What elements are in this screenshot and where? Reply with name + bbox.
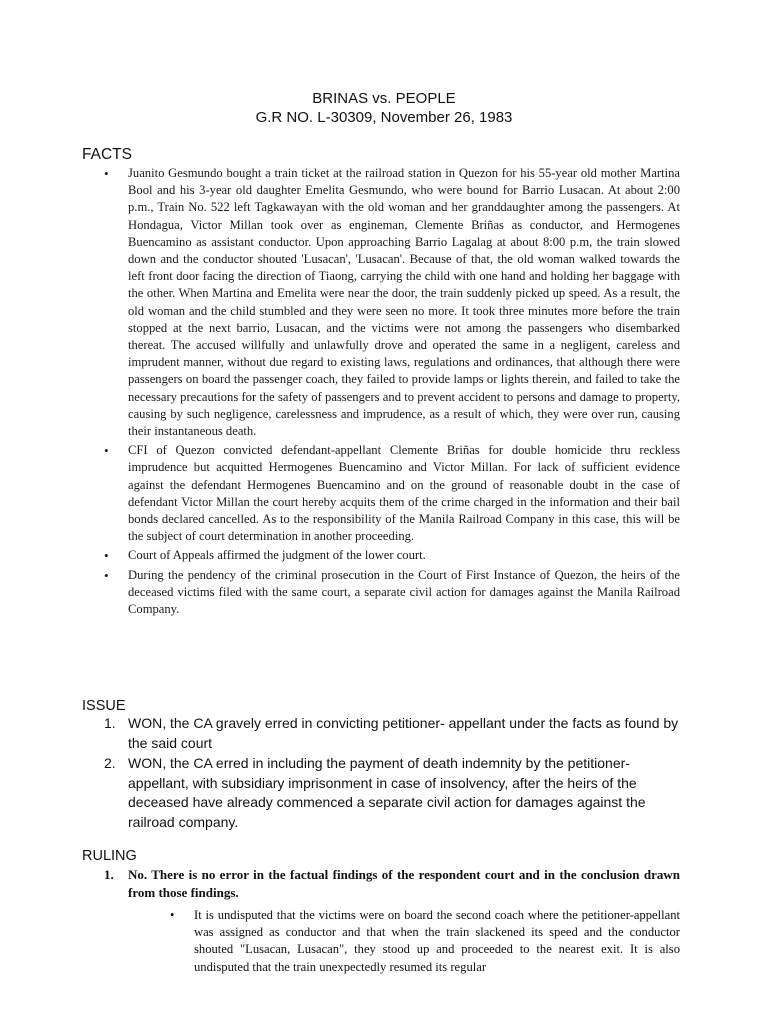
case-title: BRINAS vs. PEOPLE (312, 90, 456, 107)
ruling-section (104, 866, 680, 976)
facts-heading: FACTS (82, 146, 132, 163)
issue-item (104, 714, 688, 753)
ruling-number: 1. (104, 867, 114, 882)
issue-item (104, 754, 688, 832)
facts-item: • CFI of Quezon convicted defendant-appellant Clemente Briñas for double homicide thru reckless imprudence but acquitted Hermogenes Buencamino and Victor Millan. For lack of sufficient evidence against the defendant Hermogenes Buencamino and on the ground of reasonable doubt in the case of defendant Victor Millan the court hereby acquits them of the crime charged in the information and their bail bonds declared cancelled. As to the responsibility of the Manila Railroad Company in this case, this will be the subject of court determination in another proceeding. (104, 442, 680, 545)
issue-heading: ISSUE (82, 698, 126, 714)
issue-number: 2. (104, 755, 116, 772)
facts-list (104, 165, 680, 620)
issue-number: 1. (104, 715, 116, 731)
case-citation: G.R NO. L-30309, November 26, 1983 (255, 109, 513, 126)
ruling-subbullets (128, 907, 680, 976)
facts-item: • During the pendency of the criminal prosecution in the Court of First Instance of Quezon, the heirs of the deceased victims filed with the same court, a separate civil action for damages against the Manila Railroad Company. (104, 567, 680, 619)
facts-item: • Juanito Gesmundo bought a train ticket at the railroad station in Quezon for his 55-year old mother Martina Bool and his 3-year old daughter Emelita Gesmundo, who were bound for Barrio Lusacan. At about 2:00 p.m., Train No. 522 left Tagkawayan with the old woman and her granddaughter among the passengers. At Hondagua, Victor Millan took over as engineman, Clemente Briñas as conductor, and Hermogenes Buencamino as assistant conductor. Upon approaching Barrio Lagalag at about 8:00 p.m, the train slowed down and the conductor shouted 'Lusacan', 'Lusacan'. Because of that, the old woman walked towards the left front door facing the direction of Tiaong, carrying the child with one hand and holding her baggage with the other. When Martina and Emelita were near the door, the train suddenly picked up speed. As a result, the old woman and the child stumbled and they were seen no more. It took three minutes more before the train stopped at the next barrio, Lusacan, and the victims were not among the passengers who disembarked thereat. The accused willfully and unlawfully drove and operated the same in a negligent, careless and imprudent manner, without due regard to existing laws, regulations and ordinances, that although there were passengers on board the passenger coach, they failed to provide lamps or lights therein, and failed to take the necessary precautions for the safety of passengers and to prevent accident to persons and damage to property, causing by such negligence, carelessness and imprudence, as a result of which, they were over run, causing their instantaneous death. (104, 165, 680, 440)
ruling-item (104, 866, 680, 976)
ruling-text: No. There is no error in the factual findings of the respondent court and in the conclusion drawn from those findings. (128, 867, 680, 900)
issue-text: WON, the CA gravely erred in convicting petitioner- appellant under the facts as found by the said court (128, 715, 679, 751)
ruling-heading: RULING (82, 848, 137, 864)
ruling-subbullet: • It is undisputed that the victims were on board the second coach where the petitioner-appellant was assigned as conductor and that when the train slackened its speed and the conductor shouted "Lusacan, Lusacan", they stood up and proceeded to the nearest exit. It is also undisputed that the train unexpectedly resumed its regular (170, 907, 680, 976)
issue-list (104, 714, 688, 834)
issue-text: WON, the CA erred in including the payment of death indemnity by the petitioner-appellant, with subsidiary imprisonment in case of insolvency, after the heirs of the deceased have already commenced a separate civil action for damages against the railroad company. (128, 755, 646, 830)
facts-item: • Court of Appeals affirmed the judgment of the lower court. (104, 547, 680, 564)
